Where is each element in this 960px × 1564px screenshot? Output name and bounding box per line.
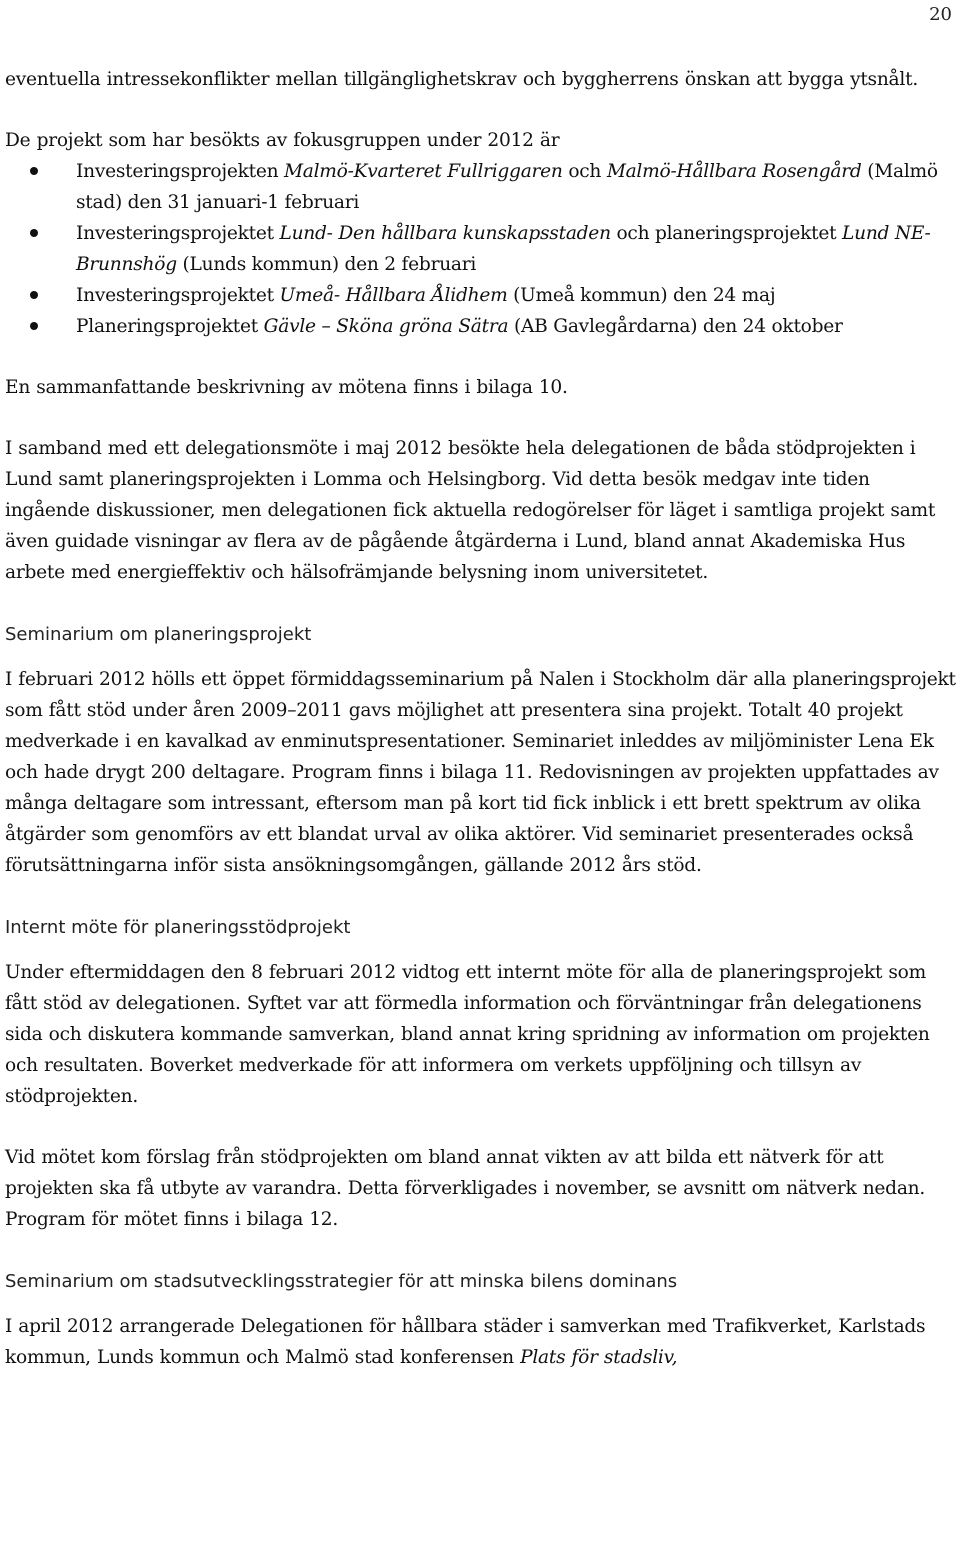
bullet-icon <box>30 322 38 330</box>
list-item-text: Investeringsprojekten Malmö-Kvarteret Fullriggaren och Malmö-Hållbara Rosengård (Malmö stad) den 31 januari-1 februari <box>76 161 938 213</box>
projects-lead: De projekt som har besökts av fokusgruppen under 2012 är <box>5 130 560 151</box>
list-item <box>5 218 957 280</box>
section-heading-internal: Internt möte för planeringsstödprojekt <box>5 917 351 938</box>
section-heading-urban: Seminarium om stadsutvecklingsstrategier för att minska bilens dominans <box>5 1271 678 1292</box>
summary-paragraph: En sammanfattande beskrivning av mötena finns i bilaga 10. <box>5 377 568 398</box>
internal-paragraph-2: Vid mötet kom förslag från stödprojekten om bland annat vikten av att bilda ett nätverk för att projekten ska få utbyte av varandra. Detta förverkligades i november, se avsnitt om nätverk nedan. Program för mötet finns i bilaga 12. <box>5 1147 926 1230</box>
urban-paragraph: I april 2012 arrangerade Delegationen för hållbara städer i samverkan med Trafikverket, Karlstads kommun, Lunds kommun och Malmö stad konferensen Plats för stadsliv, <box>5 1316 926 1368</box>
list-item-text: Investeringsprojektet Lund- Den hållbara kunskapsstaden och planeringsprojektet Lund NE-Brunnshög (Lunds kommun) den 2 februari <box>76 223 931 275</box>
document-body <box>5 64 957 1373</box>
list-item <box>5 156 957 218</box>
list-item-text: Investeringsprojektet Umeå- Hållbara Ålidhem (Umeå kommun) den 24 maj <box>76 285 776 306</box>
seminar-paragraph: I februari 2012 hölls ett öppet förmiddagsseminarium på Nalen i Stockholm där alla planeringsprojekt som fått stöd under åren 2009–2011 gavs möjlighet att presentera sina projekt. Totalt 40 projekt medverkade i en kavalkad av enminutspresentationer. Seminariet inleddes av miljöminister Lena Ek och hade drygt 200 deltagare. Program finns i bilaga 11. Redovisningen av projekten uppfattades av många deltagare som intressant, eftersom man på kort tid fick inblick i ett brett spektrum av olika åtgärder som genomförs av ett blandat urval av olika aktörer. Vid seminariet presenterades också förutsättningarna inför sista ansökningsomgången, gällande 2012 års stöd. <box>5 669 956 876</box>
bullet-icon <box>30 229 38 237</box>
list-item <box>5 280 957 311</box>
page-number: 20 <box>929 4 952 25</box>
section-heading-seminar: Seminarium om planeringsprojekt <box>5 624 312 645</box>
bullet-icon <box>30 291 38 299</box>
internal-paragraph-1: Under eftermiddagen den 8 februari 2012 vidtog ett internt möte för alla de planeringsprojekt som fått stöd av delegationen. Syftet var att förmedla information och förväntningar från delegationens sida och diskutera kommande samverkan, bland annat kring spridning av information om projekten och resultaten. Boverket medverkade för att informera om verkets uppföljning och tillsyn av stödprojekten. <box>5 962 930 1107</box>
project-list <box>5 156 957 342</box>
bullet-icon <box>30 167 38 175</box>
list-item <box>5 311 957 342</box>
list-item-text: Planeringsprojektet Gävle – Sköna gröna Sätra (AB Gavlegårdarna) den 24 oktober <box>76 316 843 337</box>
delegation-paragraph: I samband med ett delegationsmöte i maj 2012 besökte hela delegationen de båda stödprojekten i Lund samt planeringsprojekten i Lomma och Helsingborg. Vid detta besök medgav inte tiden ingående diskussioner, men delegationen fick aktuella redogörelser för läget i samtliga projekt samt även guidade visningar av flera av de pågående åtgärderna i Lund, bland annat Akademiska Hus arbete med energieffektiv och hälsofrämjande belysning inom universitetet. <box>5 438 936 583</box>
intro-continuation: eventuella intressekonflikter mellan tillgänglighetskrav och byggherrens önskan att bygga ytsnålt. <box>5 69 918 90</box>
